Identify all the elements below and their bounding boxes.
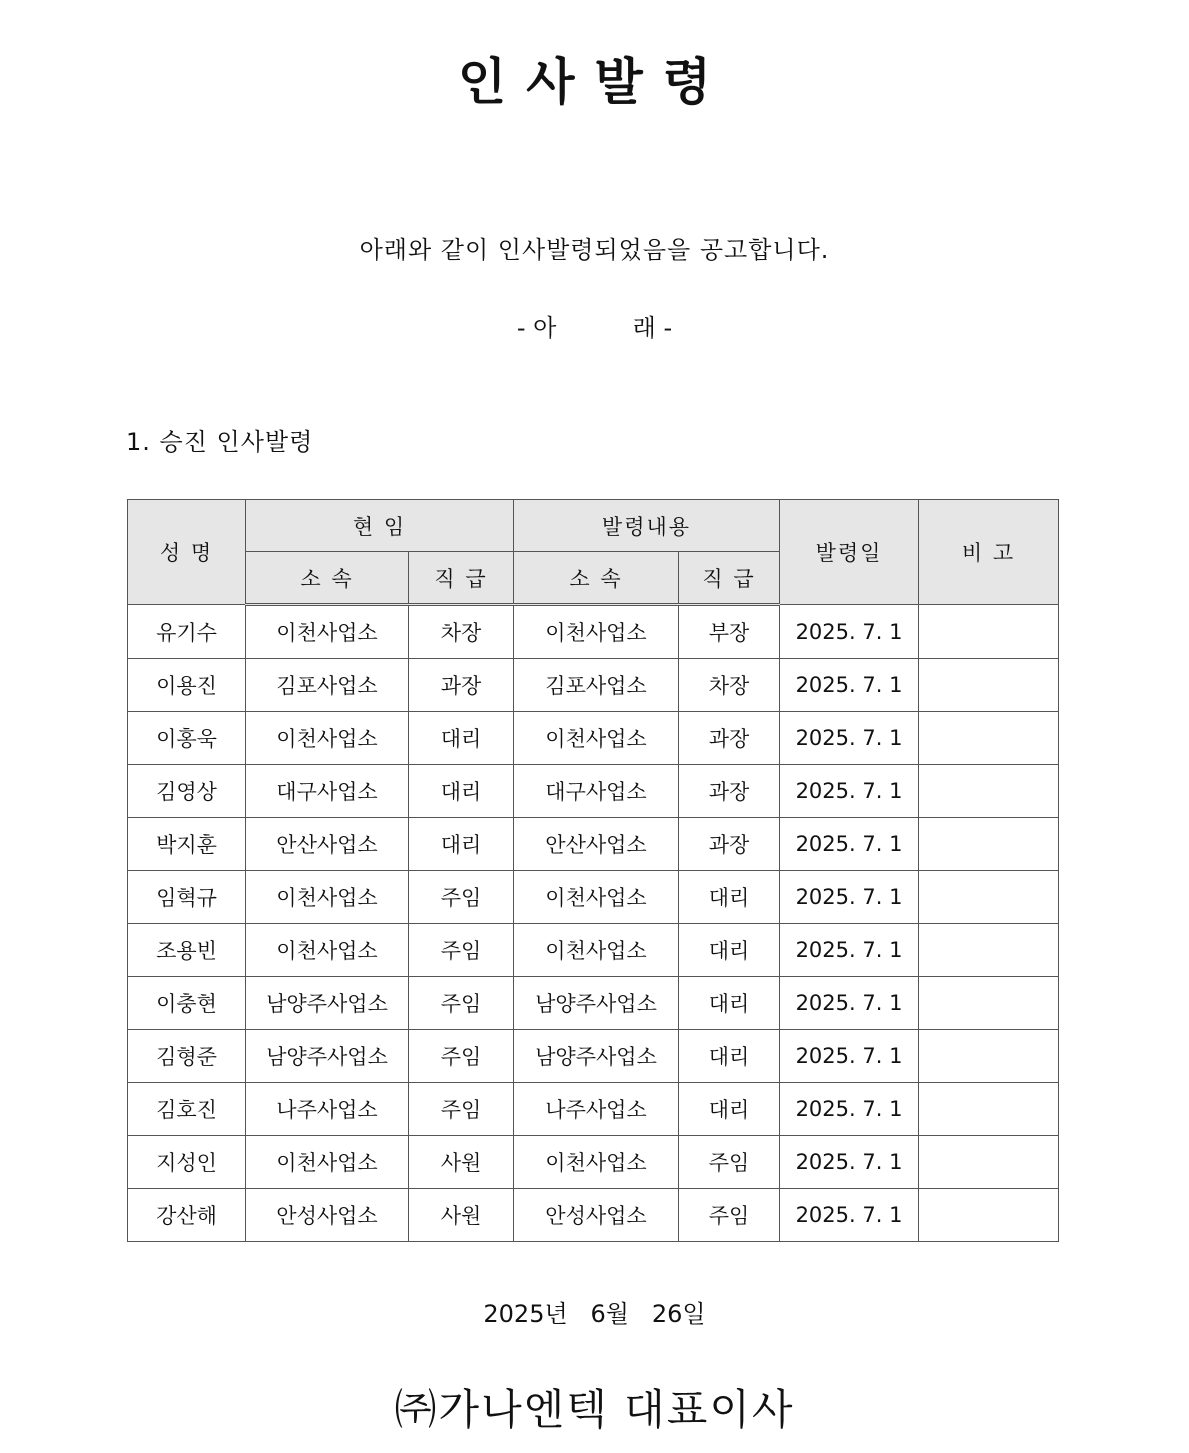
cell-new-rank: 주임 bbox=[679, 1189, 780, 1242]
header-current-affiliation: 소 속 bbox=[246, 552, 409, 605]
cell-remarks bbox=[919, 871, 1059, 924]
cell-effective-date: 2025. 7. 1 bbox=[780, 871, 919, 924]
cell-current-rank: 대리 bbox=[409, 818, 514, 871]
cell-new-rank: 과장 bbox=[679, 765, 780, 818]
cell-new-rank: 대리 bbox=[679, 871, 780, 924]
table-row bbox=[128, 924, 1059, 977]
cell-current-affiliation: 대구사업소 bbox=[246, 765, 409, 818]
issue-date: 2025년 6월 26일 bbox=[483, 1300, 706, 1328]
cell-remarks bbox=[919, 818, 1059, 871]
header-order: 발령내용 bbox=[514, 500, 780, 552]
header-new-rank: 직 급 bbox=[679, 552, 780, 605]
table-row bbox=[128, 765, 1059, 818]
table-row bbox=[128, 818, 1059, 871]
cell-new-rank: 대리 bbox=[679, 924, 780, 977]
table-row bbox=[128, 605, 1059, 659]
cell-new-rank: 차장 bbox=[679, 659, 780, 712]
cell-name: 조용빈 bbox=[128, 924, 246, 977]
cell-effective-date: 2025. 7. 1 bbox=[780, 712, 919, 765]
table-row bbox=[128, 1189, 1059, 1242]
announcement-text: 아래와 같이 인사발령되었음을 공고합니다. bbox=[359, 236, 830, 264]
cell-current-rank: 주임 bbox=[409, 1030, 514, 1083]
cell-current-rank: 주임 bbox=[409, 924, 514, 977]
cell-current-affiliation: 나주사업소 bbox=[246, 1083, 409, 1136]
cell-new-affiliation: 이천사업소 bbox=[514, 1136, 679, 1189]
cell-current-rank: 차장 bbox=[409, 605, 514, 659]
cell-effective-date: 2025. 7. 1 bbox=[780, 659, 919, 712]
cell-new-rank: 부장 bbox=[679, 605, 780, 659]
cell-remarks bbox=[919, 605, 1059, 659]
cell-new-rank: 대리 bbox=[679, 977, 780, 1030]
table-row bbox=[128, 977, 1059, 1030]
cell-current-rank: 과장 bbox=[409, 659, 514, 712]
cell-remarks bbox=[919, 924, 1059, 977]
company-signature: ㈜가나엔텍 대표이사 bbox=[394, 1385, 795, 1434]
cell-current-rank: 대리 bbox=[409, 765, 514, 818]
table-row bbox=[128, 871, 1059, 924]
header-current: 현 임 bbox=[246, 500, 514, 552]
header-new-affiliation: 소 속 bbox=[514, 552, 679, 605]
cell-effective-date: 2025. 7. 1 bbox=[780, 1189, 919, 1242]
cell-name: 임혁규 bbox=[128, 871, 246, 924]
table-row bbox=[128, 1030, 1059, 1083]
cell-new-affiliation: 김포사업소 bbox=[514, 659, 679, 712]
cell-name: 강산해 bbox=[128, 1189, 246, 1242]
cell-effective-date: 2025. 7. 1 bbox=[780, 818, 919, 871]
cell-new-affiliation: 이천사업소 bbox=[514, 871, 679, 924]
cell-name: 이충현 bbox=[128, 977, 246, 1030]
header-current-rank: 직 급 bbox=[409, 552, 514, 605]
cell-new-rank: 주임 bbox=[679, 1136, 780, 1189]
cell-effective-date: 2025. 7. 1 bbox=[780, 924, 919, 977]
cell-name: 유기수 bbox=[128, 605, 246, 659]
cell-current-rank: 대리 bbox=[409, 712, 514, 765]
cell-new-rank: 과장 bbox=[679, 712, 780, 765]
personnel-orders-table bbox=[127, 499, 1059, 1242]
cell-new-affiliation: 대구사업소 bbox=[514, 765, 679, 818]
cell-effective-date: 2025. 7. 1 bbox=[780, 1136, 919, 1189]
table-row bbox=[128, 659, 1059, 712]
table-row bbox=[128, 712, 1059, 765]
cell-name: 이용진 bbox=[128, 659, 246, 712]
cell-new-affiliation: 남양주사업소 bbox=[514, 977, 679, 1030]
cell-effective-date: 2025. 7. 1 bbox=[780, 1083, 919, 1136]
cell-remarks bbox=[919, 1136, 1059, 1189]
cell-current-affiliation: 김포사업소 bbox=[246, 659, 409, 712]
cell-remarks bbox=[919, 1189, 1059, 1242]
header-effective-date: 발령일 bbox=[780, 500, 919, 605]
cell-current-rank: 사원 bbox=[409, 1136, 514, 1189]
cell-current-affiliation: 안산사업소 bbox=[246, 818, 409, 871]
cell-new-affiliation: 이천사업소 bbox=[514, 924, 679, 977]
cell-new-affiliation: 나주사업소 bbox=[514, 1083, 679, 1136]
cell-new-rank: 과장 bbox=[679, 818, 780, 871]
cell-remarks bbox=[919, 765, 1059, 818]
cell-current-rank: 주임 bbox=[409, 871, 514, 924]
cell-effective-date: 2025. 7. 1 bbox=[780, 765, 919, 818]
cell-new-affiliation: 이천사업소 bbox=[514, 605, 679, 659]
cell-name: 박지훈 bbox=[128, 818, 246, 871]
cell-new-rank: 대리 bbox=[679, 1030, 780, 1083]
cell-remarks bbox=[919, 659, 1059, 712]
cell-remarks bbox=[919, 712, 1059, 765]
cell-name: 김형준 bbox=[128, 1030, 246, 1083]
cell-current-affiliation: 이천사업소 bbox=[246, 712, 409, 765]
table-row bbox=[128, 1136, 1059, 1189]
cell-current-rank: 주임 bbox=[409, 977, 514, 1030]
cell-current-rank: 주임 bbox=[409, 1083, 514, 1136]
cell-new-rank: 대리 bbox=[679, 1083, 780, 1136]
cell-name: 김영상 bbox=[128, 765, 246, 818]
section-title: 1. 승진 인사발령 bbox=[126, 428, 314, 456]
cell-current-affiliation: 안성사업소 bbox=[246, 1189, 409, 1242]
cell-new-affiliation: 안산사업소 bbox=[514, 818, 679, 871]
table-row bbox=[128, 1083, 1059, 1136]
cell-effective-date: 2025. 7. 1 bbox=[780, 1030, 919, 1083]
cell-name: 이홍욱 bbox=[128, 712, 246, 765]
cell-current-affiliation: 남양주사업소 bbox=[246, 977, 409, 1030]
cell-remarks bbox=[919, 977, 1059, 1030]
cell-new-affiliation: 안성사업소 bbox=[514, 1189, 679, 1242]
below-marker: - 아 래 - bbox=[516, 314, 673, 342]
table-body bbox=[128, 605, 1059, 1242]
cell-remarks bbox=[919, 1030, 1059, 1083]
cell-name: 지성인 bbox=[128, 1136, 246, 1189]
cell-name: 김호진 bbox=[128, 1083, 246, 1136]
cell-new-affiliation: 이천사업소 bbox=[514, 712, 679, 765]
cell-current-affiliation: 이천사업소 bbox=[246, 605, 409, 659]
header-name: 성 명 bbox=[128, 500, 246, 605]
cell-current-affiliation: 이천사업소 bbox=[246, 1136, 409, 1189]
cell-new-affiliation: 남양주사업소 bbox=[514, 1030, 679, 1083]
cell-current-affiliation: 이천사업소 bbox=[246, 871, 409, 924]
cell-effective-date: 2025. 7. 1 bbox=[780, 977, 919, 1030]
header-row-top bbox=[128, 500, 1059, 552]
cell-current-affiliation: 남양주사업소 bbox=[246, 1030, 409, 1083]
header-remarks: 비 고 bbox=[919, 500, 1059, 605]
document-title: 인사발령 bbox=[457, 53, 732, 111]
cell-effective-date: 2025. 7. 1 bbox=[780, 605, 919, 659]
cell-remarks bbox=[919, 1083, 1059, 1136]
cell-current-rank: 사원 bbox=[409, 1189, 514, 1242]
cell-current-affiliation: 이천사업소 bbox=[246, 924, 409, 977]
